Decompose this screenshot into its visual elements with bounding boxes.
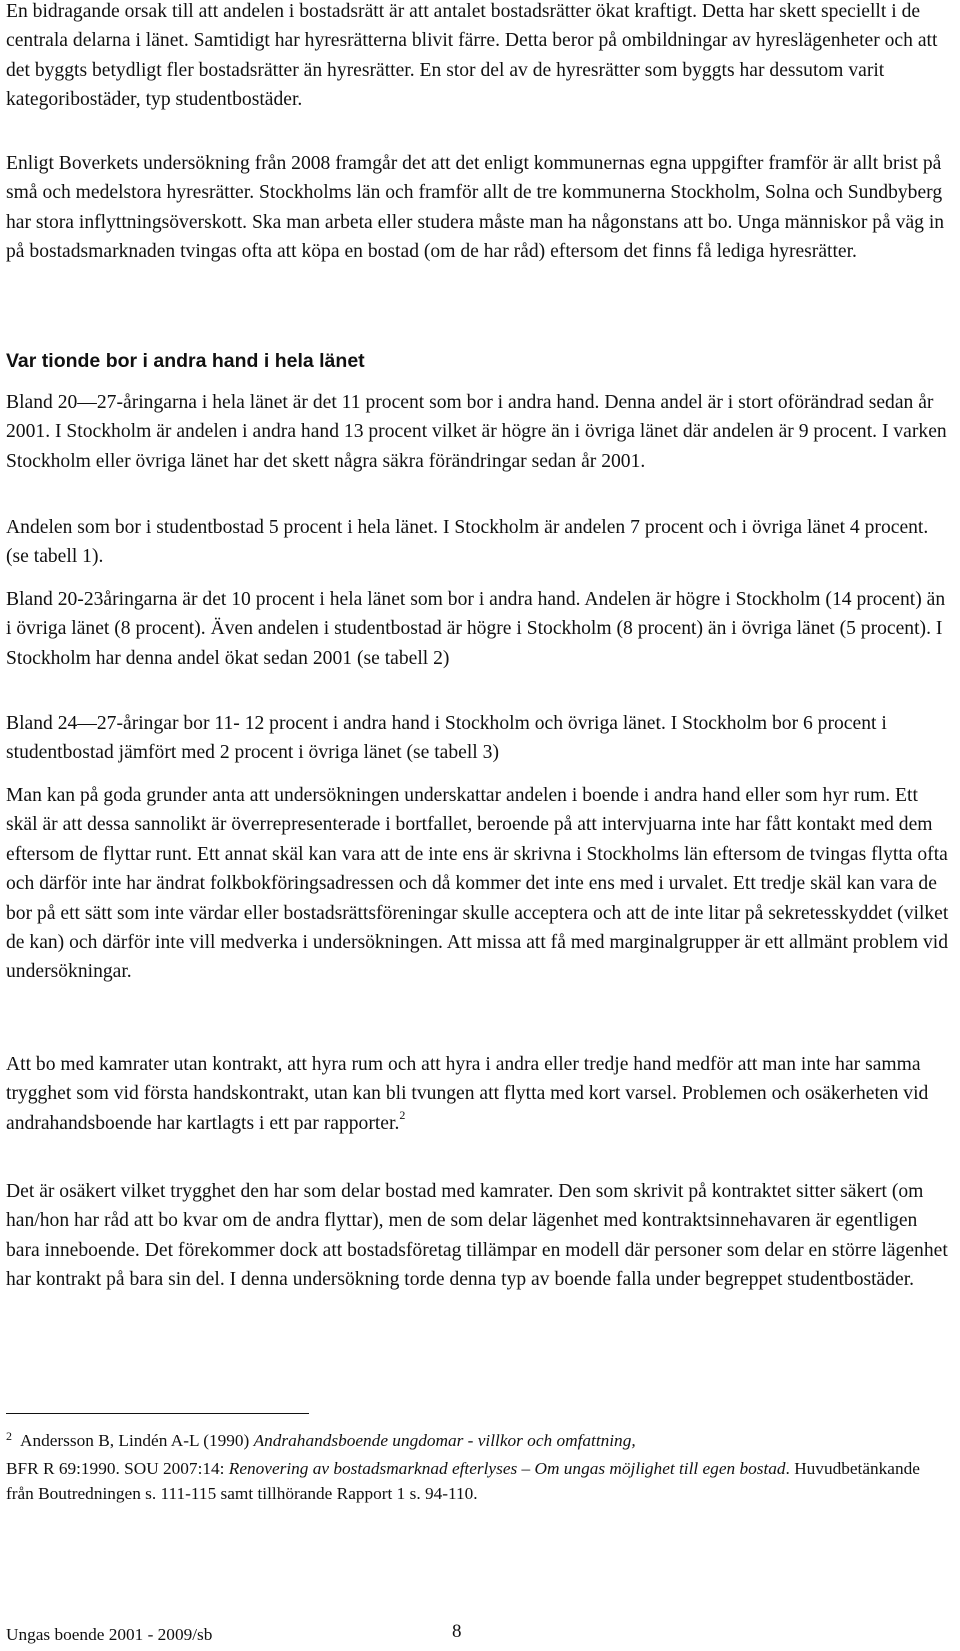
paragraph-24-27-aringar: Bland 24—27-åringar bor 11- 12 procent i andra hand i Stockholm och övriga länet. I Stockholm bor 6 procent i studentbostad jämfört med 2 procent i övriga länet (se tabell 3) [6,713,887,764]
paragraph-kamrater-text: Att bo med kamrater utan kontrakt, att hyra rum och att hyra i andra eller tredje hand medför att man inte har samma trygghet som vid första handskontrakt, utan kan bli tvungen att flytta med kort varsel. Problemen och osäkerheten vid andrahandsboende har kartlagts i ett par rapporter. [6,1054,929,1134]
paragraph-studentbostad: Andelen som bor i studentbostad 5 procent i hela länet. I Stockholm är andelen 7 procent och i övriga länet 4 procent. (se tabell 1). [6,517,929,568]
footnote-mark: 2 [6,1429,12,1443]
footnote-text-2: BFR R 69:1990. SOU 2007:14: [6,1458,229,1478]
footnote-divider [6,1413,309,1414]
footnote-text-3: . Huvudbetänkande från Boutredningen s. 111-115 samt tillhörande Rapport 1 s. 94-110. [6,1458,920,1503]
page-number: 8 [452,1621,462,1642]
footnote [6,1428,951,1507]
paragraph-underskattning: Man kan på goda grunder anta att undersökningen underskattar andelen i boende i andra hand eller som hyr rum. Ett skäl är att dessa sannolikt är överrepresenterade i bortfallet, beroende på att intervjuarna inte har fått kontakt med dem eftersom de flyttar runt. Ett annat skäl kan vara att de inte ens är skrivna i Stockholms län eftersom de tvingas flytta ofta och därför inte har ändrat folkbokföringsadressen och då kommer det inte ens med i urvalet. Ett tredje skäl kan vara de bor på ett sätt som inte värdar eller bostadsrättsföreningar skulle acceptera och att de inte litar på sekretesskyddet (vilket de kan) och därför inte vill medverka i undersökningen. Att missa att få med marginalgrupper är ett allmänt problem vid undersökningar. [6,785,949,983]
paragraph-bostadsratt: En bidragande orsak till att andelen i bostadsrätt är att antalet bostadsrätter ökat kraftigt. Detta har skett speciellt i de centrala delarna i länet. Samtidigt har hyresrätterna blivit färre. Detta beror på ombildningar av hyreslägenheter och att det byggts betydligt fler bostadsrätter än hyresrätter. En stor del av de hyresrätter som byggts har dessutom varit kategoribostäder, typ studentbostäder. [6,1,938,111]
paragraph-kamrater-kontrakt [6,1050,951,1138]
footer-document-title: Ungas boende 2001 - 2009/sb [6,1625,213,1644]
footnote-text-1: Andersson B, Lindén A-L (1990) [20,1431,254,1450]
paragraph-20-27-aringar: Bland 20—27-åringarna i hela länet är det 11 procent som bor i andra hand. Denna andel är i stort oförändrad sedan år 2001. I Stockholm är andelen i andra hand 13 procent vilket är högre än i övriga länet där andelen är 9 procent. I varken Stockholm eller övriga länet har det skett några säkra förändringar sedan år 2001. [6,392,947,472]
section-heading: Var tionde bor i andra hand i hela länet [6,350,365,372]
footnote-title-2: Renovering av bostadsmarknad efterlyses – Om ungas möjlighet till egen bostad [228,1458,786,1478]
footnote-reference: 2 [399,1108,406,1123]
paragraph-trygghet: Det är osäkert vilket trygghet den har som delar bostad med kamrater. Den som skrivit på kontraktet sitter säkert (om han/hon har råd att bo kvar om de andra flyttar), men de som delar lägenhet med kontraktsinnehavaren är egentligen bara inneboende. Det förekommer dock att bostadsföretag tillämpar en modell där personer som delar en större lägenhet har kontrakt på bara sin del. I denna undersökning torde denna typ av boende falla under begreppet studentbostäder. [6,1181,948,1291]
paragraph-boverket: Enligt Boverkets undersökning från 2008 framgår det att det enligt kommunernas egna uppgifter framför är allt brist på små och medelstora hyresrätter. Stockholms län och framför allt de tre kommunerna Stockholm, Solna och Sundbyberg har stora inflyttningsöverskott. Ska man arbeta eller studera måste man ha någonstans att bo. Unga människor på väg in på bostadsmarknaden tvingas ofta att köpa en bostad (om de har råd) eftersom det finns få lediga hyresrätter. [6,153,945,263]
paragraph-20-23-aringar: Bland 20-23åringarna är det 10 procent i hela länet som bor i andra hand. Andelen är högre i Stockholm (14 procent) än i övriga länet (8 procent). Även andelen i studentbostad är högre i Stockholm (8 procent) än i övriga länet (5 procent). I Stockholm har denna andel ökat sedan 2001 (se tabell 2) [6,589,946,669]
footnote-title-1: Andrahandsboende ungdomar - villkor och omfattning, [253,1431,636,1450]
